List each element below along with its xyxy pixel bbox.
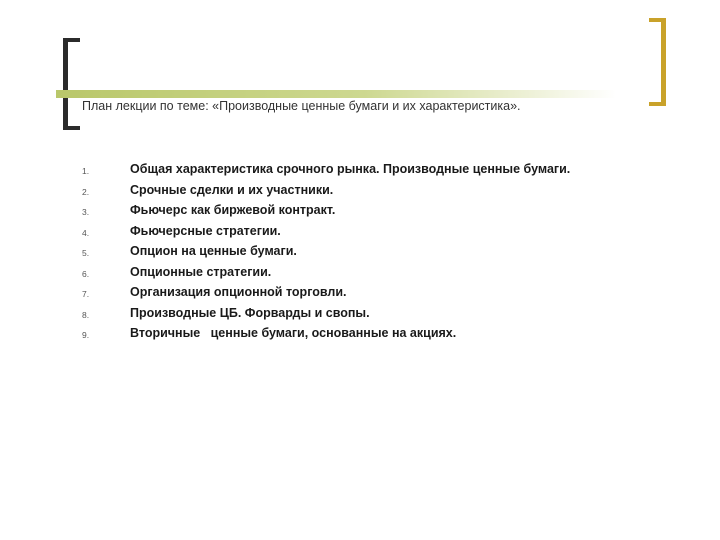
list-item <box>82 224 682 245</box>
list-item-number: 8. <box>82 309 90 320</box>
list-item <box>82 306 682 327</box>
list-item <box>82 265 682 286</box>
list-item-text: Производные ЦБ. Форварды и свопы. <box>130 305 370 320</box>
slide-title: План лекции по теме: «Производные ценные бумаги и их характеристика». <box>82 99 521 113</box>
topic-list <box>82 162 682 347</box>
list-item <box>82 162 682 183</box>
list-item <box>82 326 682 347</box>
list-item-number: 4. <box>82 227 90 238</box>
title-stripe <box>56 90 616 98</box>
list-item-text: Общая характеристика срочного рынка. Производные ценные бумаги. <box>130 162 571 176</box>
list-item <box>82 244 682 265</box>
list-item-number: 7. <box>82 289 90 299</box>
list-item-text: Опцион на ценные бумаги. <box>130 244 297 258</box>
list-item-text: Фьючерсные стратегии. <box>130 223 281 238</box>
list-item-text: Вторичные ценные бумаги, основанные на акциях. <box>130 326 457 340</box>
right-bracket-decoration <box>649 18 666 106</box>
list-item <box>82 285 682 306</box>
list-item-text: Фьючерс как биржевой контракт. <box>130 203 336 217</box>
left-bracket-decoration <box>63 38 80 130</box>
list-item <box>82 183 682 204</box>
list-item-number: 9. <box>82 330 90 340</box>
list-item-number: 1. <box>82 166 90 176</box>
list-item-text: Организация опционной торговли. <box>130 285 347 299</box>
list-item-number: 3. <box>82 207 90 217</box>
list-item-number: 5. <box>82 248 90 258</box>
list-item-number: 2. <box>82 186 90 197</box>
list-item-number: 6. <box>82 268 90 279</box>
list-item-text: Опционные стратегии. <box>130 264 272 279</box>
list-item <box>82 203 682 224</box>
list-item-text: Срочные сделки и их участники. <box>130 182 334 197</box>
